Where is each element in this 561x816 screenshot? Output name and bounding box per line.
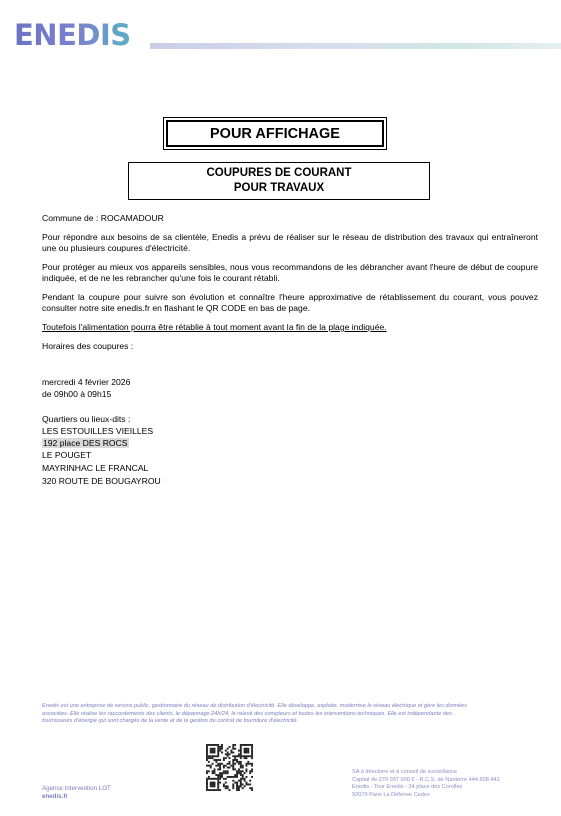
horaires-label: Horaires des coupures : — [42, 341, 134, 351]
coupures-title-line1: COUPURES DE COURANT — [206, 167, 352, 179]
legal-line: Enedis - Tour Enedis - 34 place des Corolles — [352, 784, 463, 791]
enedis-logo-icon — [14, 20, 139, 48]
coupure-time-range: de 09h00 à 09h15 — [42, 389, 112, 399]
legal-line: 92079 Paris La Défense Cedex — [352, 791, 430, 798]
footer-description-line: fournisseurs d'énergie qui sont chargés de la vente et de la gestion du contrat de fourniture d'électricité. — [42, 718, 299, 724]
legal-line: SA à directoire et à conseil de surveillance — [352, 769, 458, 775]
agence-name: Agence Intervention LOT — [42, 785, 111, 792]
notice-wrapper — [42, 322, 538, 333]
qr-code-icon[interactable] — [206, 744, 253, 791]
paragraph-suivre: Pendant la coupure pour suivre son évolution et connaître l'heure approximative de rétablissement du courant, vous pouvez consulter notre site enedis.fr en flashant le QR CODE en bas de page. — [42, 292, 538, 313]
paragraph-besoins: Pour répondre aux besoins de sa clientèle, Enedis a prévu de réaliser sur le réseau de distribution des travaux qui entraîneront une ou plusieurs coupures d'électricité. — [42, 232, 538, 253]
quartier-item: 320 ROUTE DE BOUGAYROU — [42, 476, 161, 486]
footer-description-line: associées. Elle réalise les raccordements des clients, le dépannage 24h/24, le relevé des compteurs et toutes les interventions techniques. Elle est indépendante des — [42, 710, 452, 717]
quartier-item: LES ESTOUILLES VIEILLES — [42, 426, 154, 436]
enedis-logo — [14, 20, 139, 48]
agence-block — [42, 785, 111, 801]
coupures-title-line2: POUR TRAVAUX — [233, 182, 325, 194]
paragraph-proteger: Pour protéger au mieux vos appareils sensibles, nous vous recommandons de les débrancher avant l'heure de début de coupure indiquée, et de ne les rebrancher qu'une fois le courant rétabli. — [42, 262, 538, 283]
legal-block — [352, 769, 500, 799]
notice-text: Toutefois l'alimentation pourra être rétablie à tout moment avant la fin de la plage indiquée. — [42, 322, 387, 332]
website-link[interactable]: enedis.fr — [42, 793, 68, 800]
pour-affichage-box — [163, 117, 387, 150]
header-decorative-line — [150, 43, 561, 49]
quartier-item: LE POUGET — [42, 450, 92, 460]
quartier-item: MAYRINHAC LE FRANCAL — [42, 463, 149, 473]
pour-affichage-title: POUR AFFICHAGE — [166, 120, 384, 147]
footer-description — [42, 703, 522, 726]
quartier-item-wrapper — [42, 438, 538, 449]
legal-line: Capital de 270 037 000 € - R.C.S. de Nanterre 444 608 442 — [352, 776, 500, 783]
quartier-item-highlighted: 192 place DES ROCS — [43, 438, 128, 448]
coupures-title-box — [128, 162, 430, 200]
svg-text:ENEDIS: ENEDIS — [14, 20, 131, 48]
commune-label: Commune de : ROCAMADOUR — [42, 213, 164, 223]
quartiers-label: Quartiers ou lieux-dits : — [42, 414, 131, 424]
coupure-date: mercredi 4 février 2026 — [42, 377, 131, 387]
footer-description-line: Enedis est une entreprise de service public, gestionnaire du réseau de distribution d'électricité. Elle développe, exploite, modernise le réseau électrique et gère les données — [42, 703, 467, 709]
